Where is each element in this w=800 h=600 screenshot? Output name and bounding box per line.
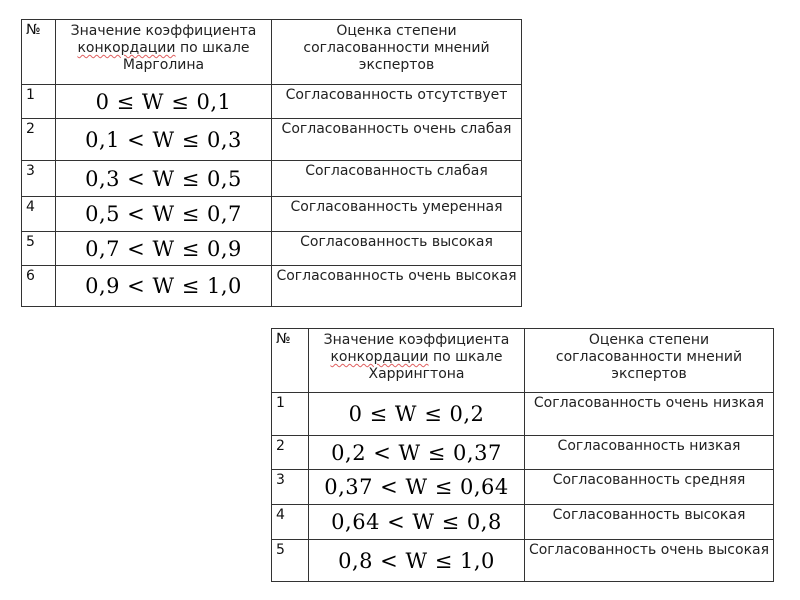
table-row xyxy=(22,119,522,161)
row-formula: 0,37 < W ≤ 0,64 xyxy=(324,475,509,499)
row-assessment: Согласованность очень высокая xyxy=(272,266,522,307)
table-row xyxy=(272,505,774,540)
row-formula: 0,1 < W ≤ 0,3 xyxy=(85,127,242,152)
row-num: 6 xyxy=(22,266,56,307)
row-assessment: Согласованность высокая xyxy=(525,505,774,540)
table-row xyxy=(22,266,522,307)
table-row xyxy=(22,197,522,232)
row-formula: 0,5 < W ≤ 0,7 xyxy=(85,202,242,226)
row-assessment: Согласованность низкая xyxy=(525,436,774,470)
row-formula-cell xyxy=(309,540,525,582)
header-coefficient xyxy=(309,329,525,393)
header-coef-line2: конкордации xyxy=(330,349,429,365)
row-formula: 0,3 < W ≤ 0,5 xyxy=(85,166,242,191)
table-row xyxy=(272,436,774,470)
row-num: 5 xyxy=(272,540,309,582)
row-formula-cell xyxy=(309,470,525,505)
row-num: 3 xyxy=(22,161,56,197)
row-assessment: Согласованность слабая xyxy=(272,161,522,197)
header-coef-line2-rest: по шкале xyxy=(428,349,503,365)
row-formula-cell xyxy=(56,161,272,197)
row-assessment: Согласованность очень слабая xyxy=(272,119,522,161)
row-formula-cell xyxy=(309,393,525,436)
row-formula: 0,64 < W ≤ 0,8 xyxy=(331,510,502,534)
table-row xyxy=(272,470,774,505)
row-formula-cell xyxy=(56,232,272,266)
row-assessment: Согласованность отсутствует xyxy=(272,85,522,119)
row-formula-cell xyxy=(56,85,272,119)
header-coef-line3: Марголина xyxy=(122,57,205,73)
table-row xyxy=(272,540,774,582)
header-num: № xyxy=(272,329,309,393)
table-header-row xyxy=(272,329,774,393)
row-num: 4 xyxy=(22,197,56,232)
row-assessment: Согласованность очень высокая xyxy=(525,540,774,582)
row-formula-cell xyxy=(309,436,525,470)
row-formula: 0,8 < W ≤ 1,0 xyxy=(338,548,495,573)
margolin-scale-table xyxy=(21,19,522,307)
row-assessment: Согласованность умеренная xyxy=(272,197,522,232)
row-formula-cell xyxy=(309,505,525,540)
header-coef-line1: Значение коэффициента xyxy=(70,23,257,39)
header-coef-line1: Значение коэффициента xyxy=(323,332,510,348)
row-num: 3 xyxy=(272,470,309,505)
row-formula: 0,2 < W ≤ 0,37 xyxy=(331,440,502,465)
row-num: 4 xyxy=(272,505,309,540)
row-assessment: Согласованность средняя xyxy=(525,470,774,505)
row-formula: 0,9 < W ≤ 1,0 xyxy=(85,274,242,298)
row-assessment: Согласованность очень низкая xyxy=(525,393,774,436)
header-coef-line2-rest: по шкале xyxy=(175,40,250,56)
header-coefficient xyxy=(56,20,272,85)
row-formula-cell xyxy=(56,197,272,232)
header-assessment: Оценка степени согласованности мнений экспертов xyxy=(272,20,522,85)
row-formula: 0 ≤ W ≤ 0,1 xyxy=(95,89,232,114)
header-coef-line2: конкордации xyxy=(77,40,176,56)
row-formula: 0,7 < W ≤ 0,9 xyxy=(85,236,242,261)
row-num: 2 xyxy=(22,119,56,161)
row-num: 1 xyxy=(272,393,309,436)
table-row xyxy=(272,393,774,436)
row-num: 2 xyxy=(272,436,309,470)
row-formula-cell xyxy=(56,266,272,307)
table-header-row xyxy=(22,20,522,85)
row-num: 1 xyxy=(22,85,56,119)
row-formula-cell xyxy=(56,119,272,161)
header-num: № xyxy=(22,20,56,85)
table-row xyxy=(22,161,522,197)
table-row xyxy=(22,85,522,119)
header-assessment: Оценка степени согласованности мнений экспертов xyxy=(525,329,774,393)
row-num: 5 xyxy=(22,232,56,266)
row-formula: 0 ≤ W ≤ 0,2 xyxy=(348,402,485,426)
harrington-scale-table xyxy=(271,328,774,582)
table-row xyxy=(22,232,522,266)
row-assessment: Согласованность высокая xyxy=(272,232,522,266)
header-coef-line3: Харрингтона xyxy=(368,366,465,382)
